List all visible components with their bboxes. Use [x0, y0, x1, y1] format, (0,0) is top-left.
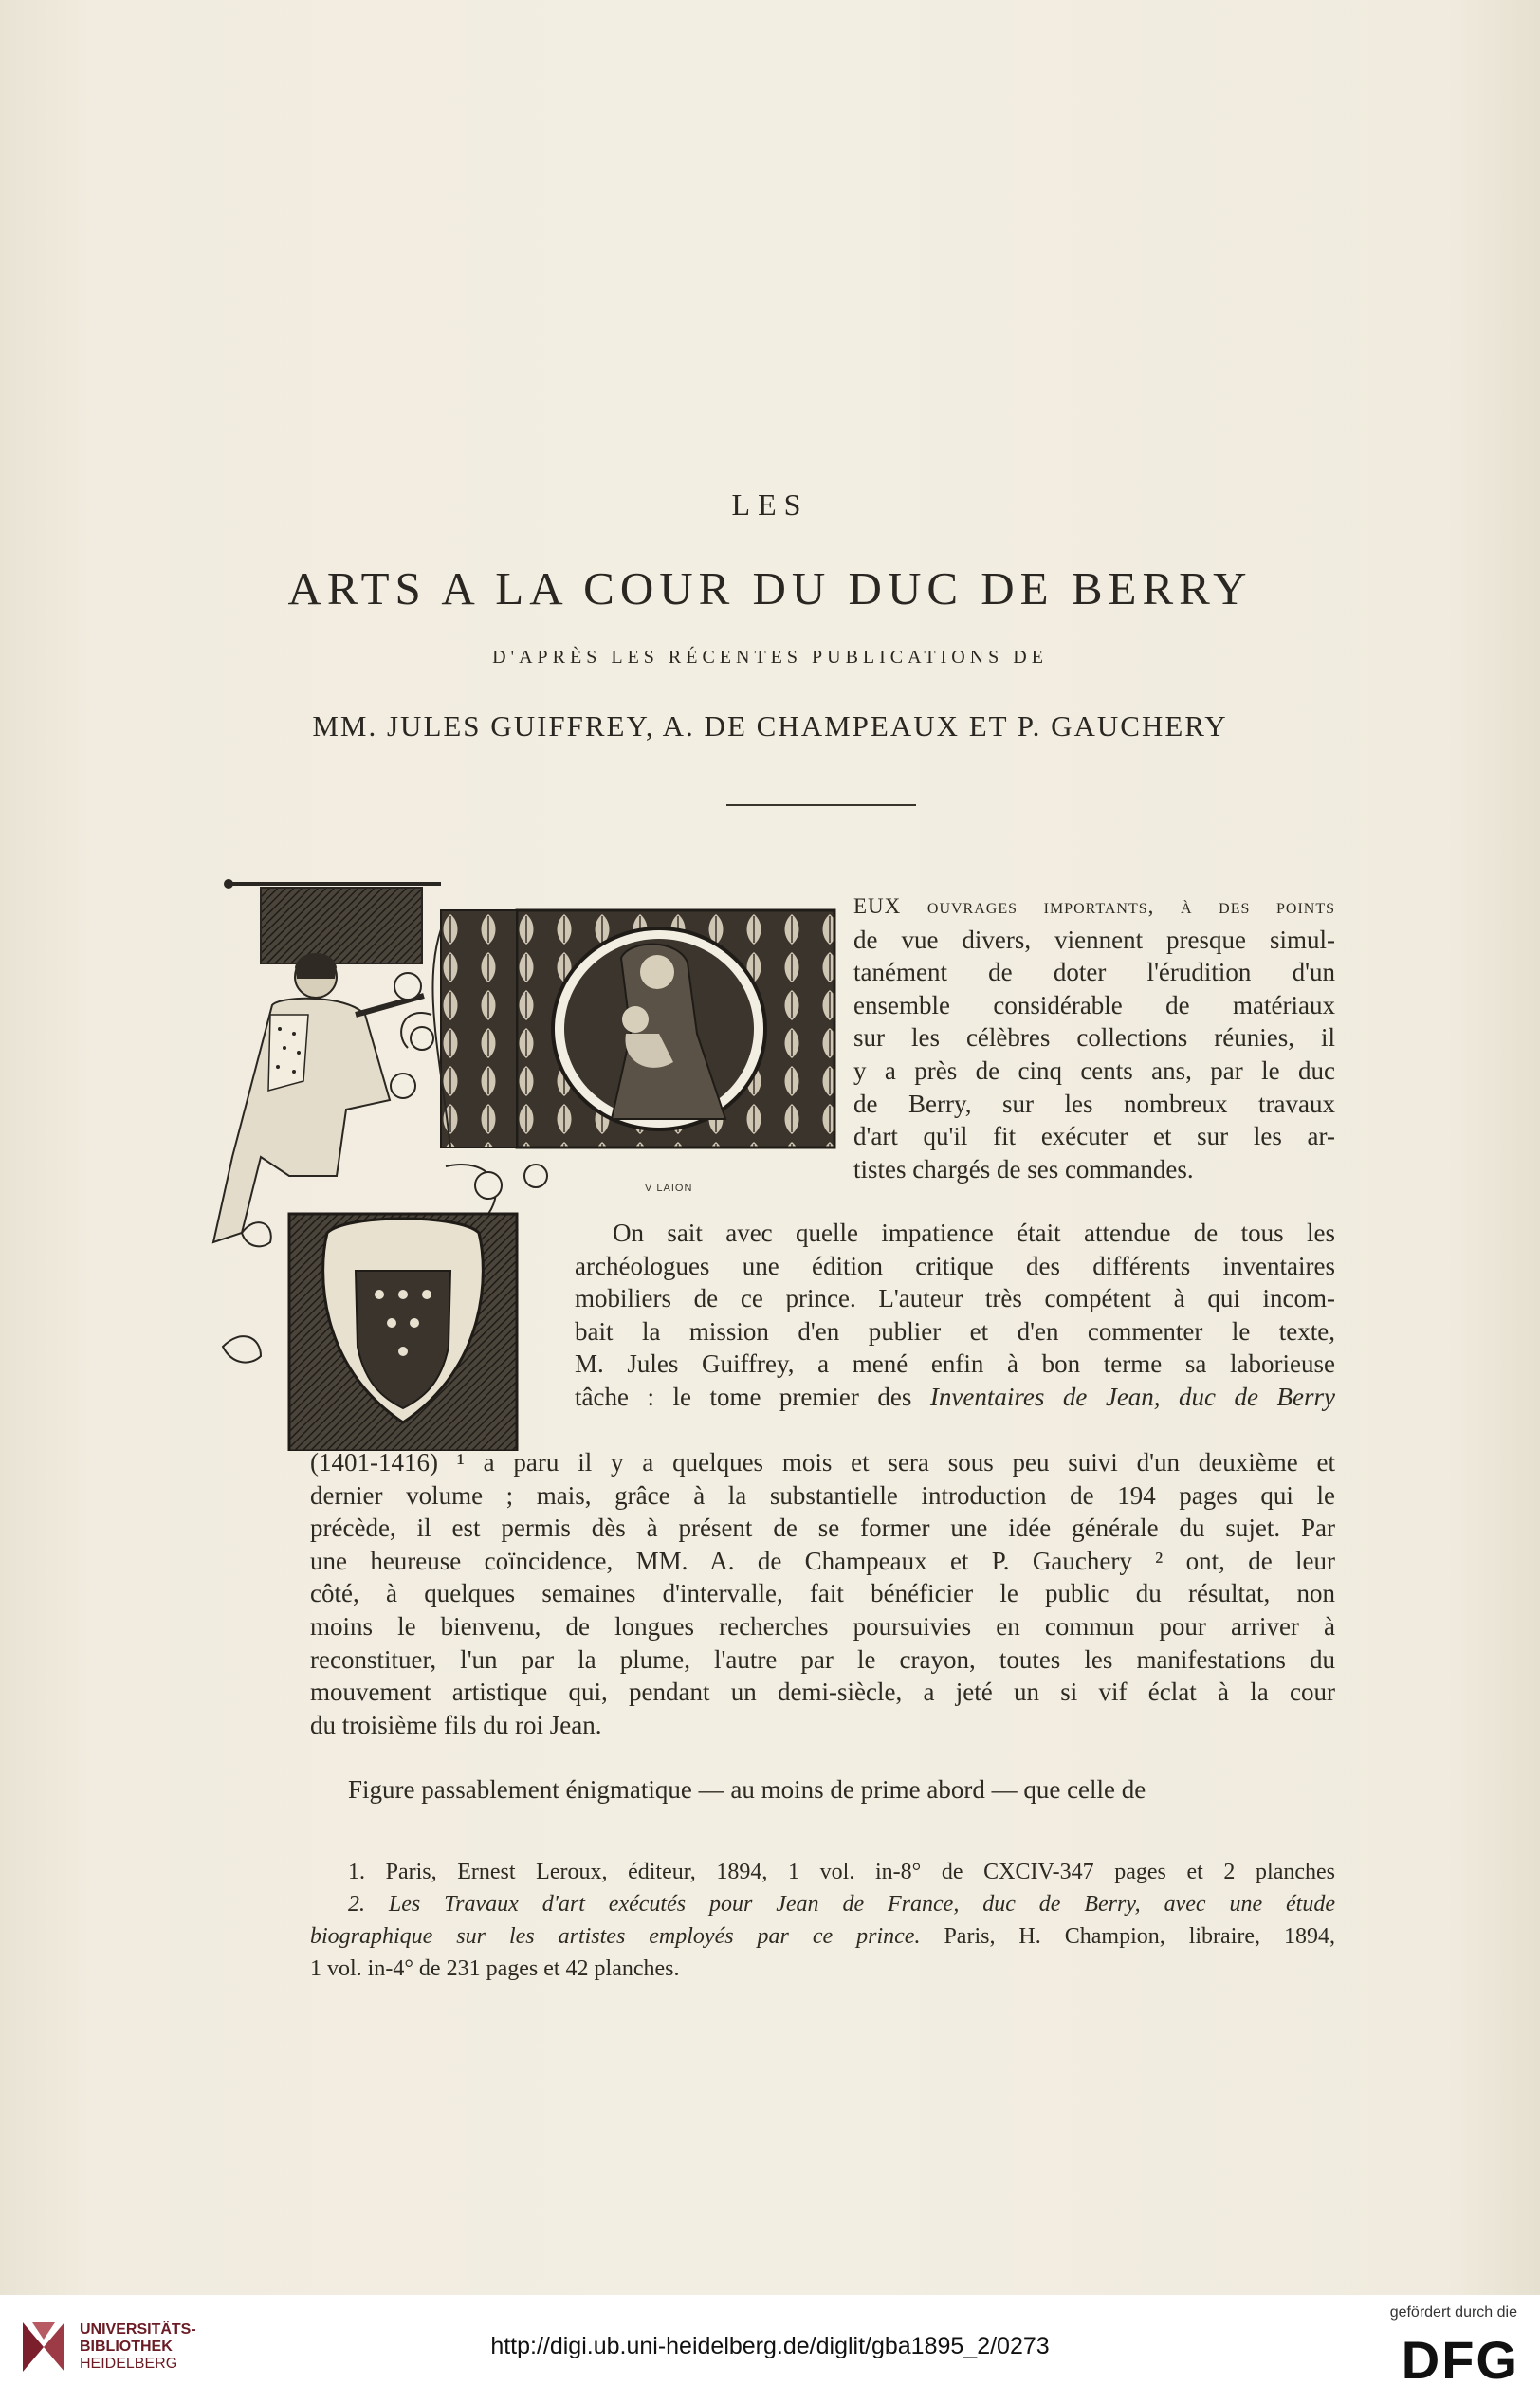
footnote-2-title-a: 2. Les Travaux d'art exécutés pour Jean de France, duc de Berry, avec une étude	[348, 1892, 1335, 1917]
text-line: y a près de cinq cents ans, par le duc	[853, 1055, 1335, 1085]
funded-by-label: gefördert durch die	[1389, 2304, 1517, 2321]
footnote-2-title-b: biographique sur les artistes employés par ce prince.	[310, 1924, 921, 1949]
title-les: LES	[731, 487, 809, 522]
authors-line: MM. JULES GUIFFREY, A. DE CHAMPEAUX ET P. GAUCHERY	[312, 709, 1228, 743]
text-line: mobiliers de ce prince. L'auteur très compétent à qui incom-	[575, 1284, 1335, 1313]
bleed-through-text	[284, 237, 1328, 474]
footnote-2-line-3: 1 vol. in-4° de 231 pages et 42 planches.	[310, 1956, 680, 1981]
text-line: côté, à quelques semaines d'intervalle, fait bénéficier le public du résultat, non	[310, 1579, 1335, 1608]
text-line: On sait avec quelle impatience était attendue de tous les	[613, 1219, 1335, 1247]
text-line: M. Jules Guiffrey, a mené enfin à bon terme sa laborieuse	[575, 1349, 1335, 1379]
subtitle: D'APRÈS LES RÉCENTES PUBLICATIONS DE	[492, 647, 1048, 668]
text-line: (1401-1416) ¹ a paru il y a quelques mois et sera sous peu suivi d'un deuxième et	[310, 1448, 1335, 1477]
text-line: moins le bienvenu, de longues recherches poursuivies en commun pour arriver à	[310, 1611, 1335, 1641]
text-line: tanément de doter l'érudition d'un	[853, 958, 1335, 987]
text-line	[575, 1381, 1335, 1414]
page-title: ARTS A LA COUR DU DUC DE BERRY	[287, 562, 1253, 615]
dfg-logo: DFG	[1401, 2330, 1519, 2390]
paragraph-3	[310, 1446, 1335, 1741]
institution-line-2: BIBLIOTHEK	[80, 2339, 173, 2355]
text-line: précède, il est permis dès à présent de se former une idée générale du sujet. Par	[310, 1514, 1335, 1543]
illustration-signature: V LAION	[645, 1183, 693, 1194]
text-line: EUX ouvrages importants, à des points	[853, 894, 1335, 918]
text-fragment: tâche : le tome premier des	[575, 1382, 930, 1411]
permalink-url[interactable]: http://digi.ub.uni-heidelberg.de/diglit/gba1895_2/0273	[490, 2333, 1050, 2359]
footnote-2-publisher: Paris, H. Champion, libraire, 1894,	[920, 1924, 1335, 1949]
text-line: de vue divers, viennent presque simul-	[853, 925, 1335, 954]
text-line: Figure passablement énigmatique — au moins de prime abord — que celle de	[348, 1775, 1146, 1804]
text-line: reconstituer, l'un par la plume, l'autre par le crayon, toutes les manifestations du	[310, 1644, 1335, 1674]
footnote-2-line-1	[310, 1888, 1335, 1920]
institution-line-3: HEIDELBERG	[80, 2356, 178, 2372]
text-line: tistes chargés de ses commandes.	[853, 1154, 1194, 1184]
book-title: Inventaires de Jean, duc de Berry	[929, 1382, 1336, 1411]
text-line: d'art qu'il fit exécuter et sur les ar-	[853, 1122, 1335, 1151]
text-line: bait la mission d'en publier et d'en commenter le texte,	[575, 1316, 1335, 1346]
paragraph-4	[310, 1773, 1335, 1807]
footnotes	[310, 1856, 1335, 1985]
text-line: du troisième fils du roi Jean.	[310, 1710, 602, 1739]
title-divider	[726, 804, 916, 806]
footer-bar	[0, 2295, 1540, 2404]
institution-line-1: UNIVERSITÄTS-	[80, 2321, 196, 2338]
text-line: ensemble considérable de matériaux	[853, 990, 1335, 1019]
text-line: archéologues une édition critique des différents inventaires	[575, 1251, 1335, 1280]
paragraph-2	[575, 1217, 1335, 1414]
text-line: mouvement artistique qui, pendant un demi-siècle, a jeté un si vif éclat à la cour	[310, 1678, 1335, 1707]
footnote-1: 1. Paris, Ernest Leroux, éditeur, 1894, 1 vol. in-8° de CXCIV-347 pages et 2 planches	[348, 1860, 1335, 1884]
text-line: dernier volume ; mais, grâce à la substantielle introduction de 194 pages qui le	[310, 1480, 1335, 1510]
paragraph-1	[853, 890, 1335, 1185]
text-line: de Berry, sur les nombreux travaux	[853, 1089, 1335, 1118]
footnote-2-line-2	[310, 1920, 1335, 1953]
text-line: sur les célèbres collections réunies, il	[853, 1023, 1335, 1053]
text-line: une heureuse coïncidence, MM. A. de Champeaux et P. Gauchery ² ont, de leur	[310, 1546, 1335, 1575]
